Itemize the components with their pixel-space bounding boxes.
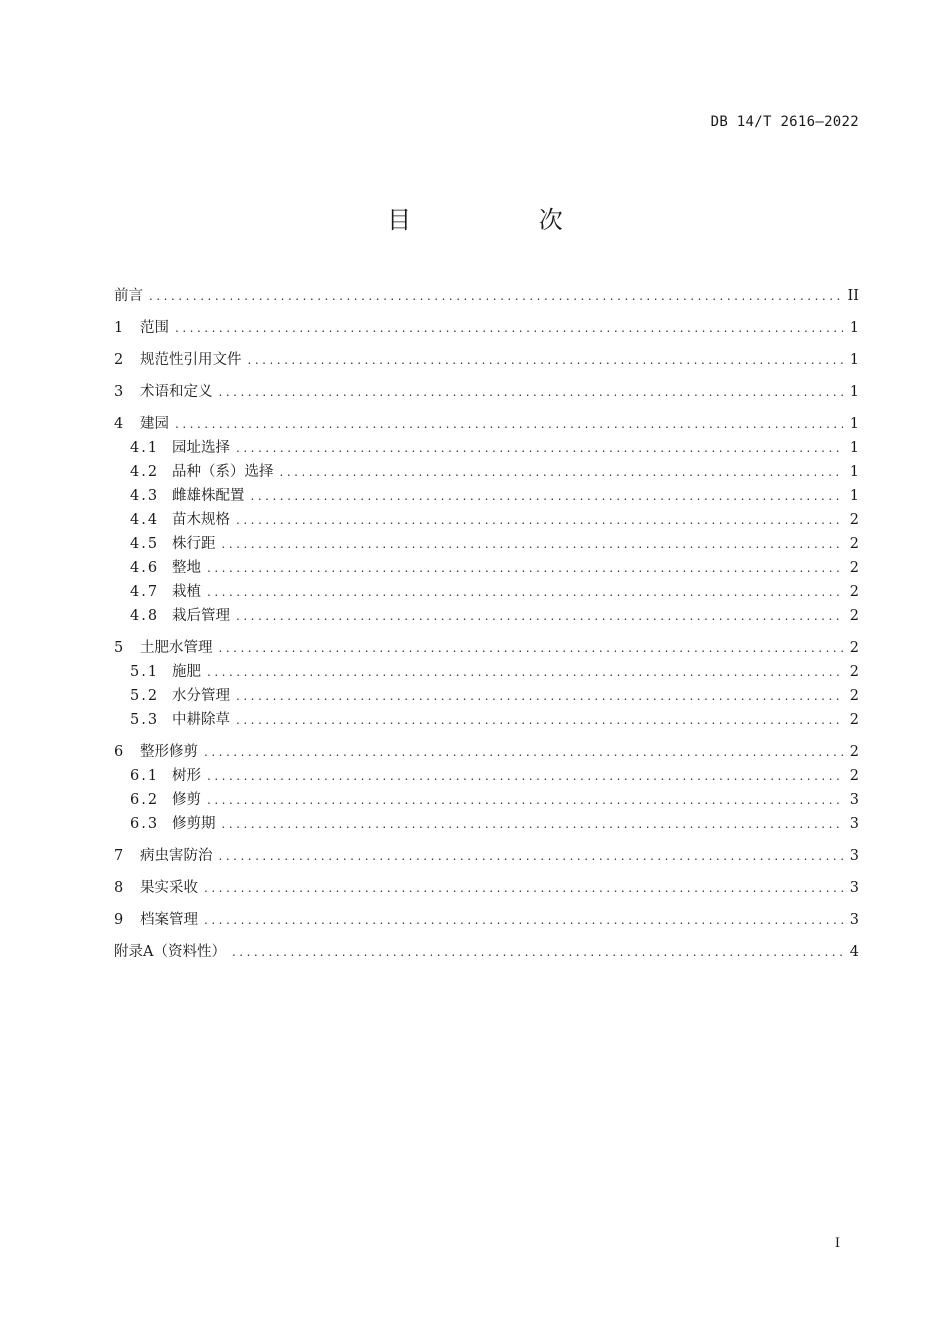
toc-dot-leader: [175, 316, 843, 340]
toc-entry-title: 规范性引用文件: [140, 352, 242, 368]
toc-entry-number: 2: [114, 352, 126, 368]
toc-subentry[interactable]: [114, 764, 859, 788]
toc-entry-number: 6.1: [130, 768, 160, 784]
toc-subentry[interactable]: [114, 580, 859, 604]
toc-entry[interactable]: [114, 284, 859, 308]
toc-entry-title: 苗木规格: [172, 512, 230, 528]
toc-entry[interactable]: [114, 940, 859, 964]
toc-entry-page: II: [847, 288, 859, 304]
toc-subentry[interactable]: [114, 460, 859, 484]
toc-entry-title: 修剪期: [172, 816, 216, 832]
toc-dot-leader: [219, 380, 844, 404]
toc-subentry[interactable]: [114, 660, 859, 684]
document-code: DB 14/T 2616—2022: [710, 114, 859, 130]
toc-dot-leader: [219, 844, 844, 868]
toc-entry-page: 2: [849, 536, 859, 552]
page-title: 目 次: [387, 206, 623, 234]
toc-entry-page: 3: [849, 792, 859, 808]
toc-dot-leader: [207, 660, 843, 684]
toc-dot-leader: [207, 556, 843, 580]
toc-entry-page: 2: [849, 712, 859, 728]
toc-entry-title: 中耕除草: [172, 712, 230, 728]
toc-entry-title: 株行距: [172, 536, 216, 552]
toc-entry-number: 6: [114, 744, 126, 760]
toc-entry-title: 整形修剪: [140, 744, 198, 760]
toc-entry-number: 4: [114, 416, 126, 432]
toc-entry-number: 4.5: [130, 536, 160, 552]
toc-entry-number: 8: [114, 880, 126, 896]
toc-entry-number: 1: [114, 320, 126, 336]
toc-entry-title: 施肥: [172, 664, 201, 680]
toc-dot-leader: [222, 812, 844, 836]
toc-entry-title: 土肥水管理: [140, 640, 213, 656]
toc-entry-page: 2: [849, 560, 859, 576]
toc-subentry[interactable]: [114, 812, 859, 836]
toc-entry-number: 7: [114, 848, 126, 864]
toc-entry[interactable]: [114, 844, 859, 868]
toc-entry[interactable]: [114, 636, 859, 660]
toc-dot-leader: [149, 284, 842, 308]
toc-entry-number: 5: [114, 640, 126, 656]
toc-entry-title: 整地: [172, 560, 201, 576]
toc-subentry[interactable]: [114, 788, 859, 812]
toc-entry-title: 档案管理: [140, 912, 198, 928]
toc-dot-leader: [251, 484, 844, 508]
toc-dot-leader: [204, 908, 843, 932]
toc-dot-leader: [207, 788, 843, 812]
page-number: I: [834, 1236, 840, 1251]
toc-entry-number: 4.1: [130, 440, 160, 456]
toc-entry-page: 2: [849, 688, 859, 704]
toc-entry-title: 果实采收: [140, 880, 198, 896]
toc-entry[interactable]: [114, 316, 859, 340]
toc-entry[interactable]: [114, 740, 859, 764]
toc-subentry[interactable]: [114, 484, 859, 508]
toc-entry-page: 3: [849, 912, 859, 928]
toc-entry-number: 5.1: [130, 664, 160, 680]
toc-entry-number: 4.2: [130, 464, 160, 480]
toc-entry-title: 修剪: [172, 792, 201, 808]
toc-dot-leader: [207, 580, 843, 604]
toc-subentry[interactable]: [114, 556, 859, 580]
toc-subentry[interactable]: [114, 604, 859, 628]
toc-subentry[interactable]: [114, 436, 859, 460]
toc-entry-page: 2: [849, 768, 859, 784]
toc-entry-page: 2: [849, 640, 859, 656]
toc-dot-leader: [236, 508, 843, 532]
toc-entry-title: 附录A（资料性）: [114, 944, 226, 960]
toc-entry-number: 3: [114, 384, 126, 400]
toc-dot-leader: [175, 412, 843, 436]
table-of-contents: [114, 284, 859, 964]
toc-entry[interactable]: [114, 876, 859, 900]
toc-entry-number: 5.2: [130, 688, 160, 704]
toc-dot-leader: [248, 348, 844, 372]
toc-subentry[interactable]: [114, 708, 859, 732]
toc-entry[interactable]: [114, 908, 859, 932]
toc-dot-leader: [204, 740, 843, 764]
toc-entry-title: 栽后管理: [172, 608, 230, 624]
toc-entry-page: 2: [849, 584, 859, 600]
toc-entry-title: 雌雄株配置: [172, 488, 245, 504]
toc-dot-leader: [236, 684, 843, 708]
toc-entry-page: 3: [849, 816, 859, 832]
toc-entry-page: 1: [849, 352, 859, 368]
toc-entry-title: 术语和定义: [140, 384, 213, 400]
toc-entry-title: 范围: [140, 320, 169, 336]
toc-entry-number: 9: [114, 912, 126, 928]
toc-entry-page: 2: [849, 512, 859, 528]
toc-dot-leader: [222, 532, 844, 556]
toc-entry-title: 栽植: [172, 584, 201, 600]
toc-dot-leader: [204, 876, 843, 900]
toc-entry-page: 3: [849, 848, 859, 864]
toc-entry-number: 5.3: [130, 712, 160, 728]
toc-entry-title: 建园: [140, 416, 169, 432]
toc-entry-title: 病虫害防治: [140, 848, 213, 864]
toc-entry-title: 树形: [172, 768, 201, 784]
toc-entry-page: 1: [849, 440, 859, 456]
toc-entry-page: 1: [849, 384, 859, 400]
toc-entry-page: 4: [849, 944, 859, 960]
toc-entry-page: 1: [849, 320, 859, 336]
toc-subentry[interactable]: [114, 532, 859, 556]
toc-entry-number: 4.8: [130, 608, 160, 624]
toc-entry-page: 2: [849, 608, 859, 624]
toc-dot-leader: [232, 940, 843, 964]
toc-dot-leader: [207, 764, 843, 788]
toc-entry-page: 2: [849, 744, 859, 760]
toc-dot-leader: [280, 460, 844, 484]
toc-entry-number: 4.4: [130, 512, 160, 528]
toc-entry-page: 1: [849, 464, 859, 480]
toc-entry-title: 品种（系）选择: [172, 464, 274, 480]
toc-subentry[interactable]: [114, 684, 859, 708]
toc-entry-page: 1: [849, 416, 859, 432]
toc-dot-leader: [236, 436, 843, 460]
toc-entry[interactable]: [114, 380, 859, 404]
toc-entry-page: 1: [849, 488, 859, 504]
toc-entry-title: 前言: [114, 288, 143, 304]
toc-entry-title: 园址选择: [172, 440, 230, 456]
toc-entry-number: 6.3: [130, 816, 160, 832]
toc-entry-number: 4.6: [130, 560, 160, 576]
toc-entry[interactable]: [114, 412, 859, 436]
toc-entry-number: 6.2: [130, 792, 160, 808]
toc-entry-page: 3: [849, 880, 859, 896]
toc-entry-number: 4.7: [130, 584, 160, 600]
toc-entry-title: 水分管理: [172, 688, 230, 704]
toc-dot-leader: [236, 604, 843, 628]
toc-entry-number: 4.3: [130, 488, 160, 504]
toc-subentry[interactable]: [114, 508, 859, 532]
toc-dot-leader: [219, 636, 844, 660]
toc-entry[interactable]: [114, 348, 859, 372]
toc-dot-leader: [236, 708, 843, 732]
toc-entry-page: 2: [849, 664, 859, 680]
